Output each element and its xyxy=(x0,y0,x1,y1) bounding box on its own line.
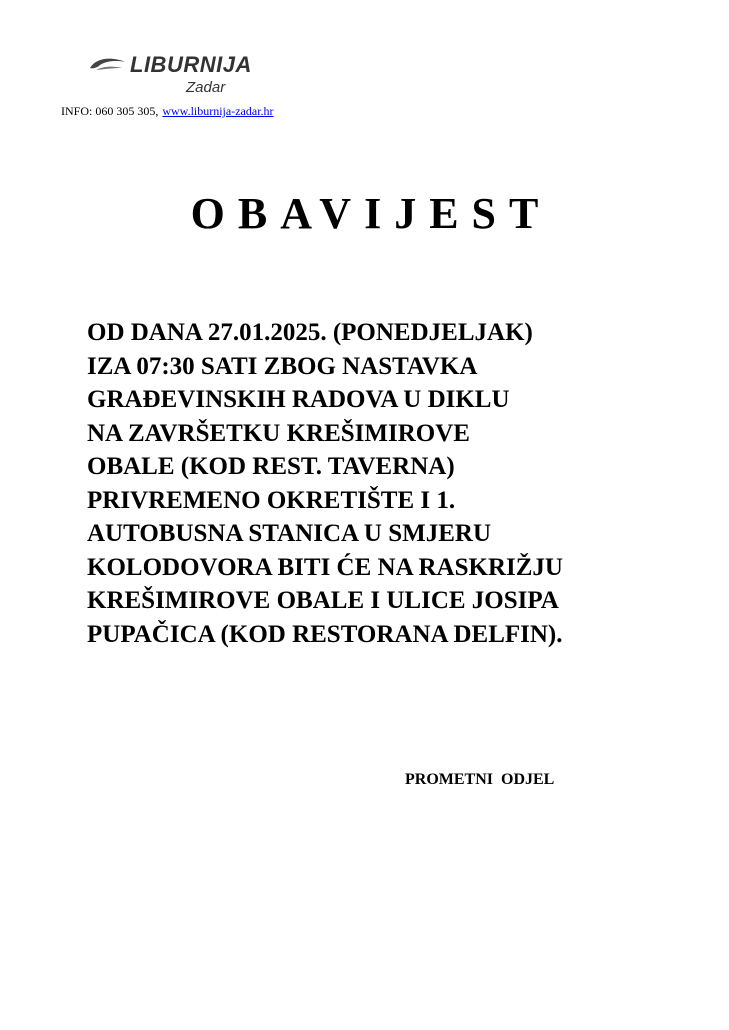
signature: PROMETNI ODJEL xyxy=(405,771,555,788)
notice-line: OD DANA 27.01.2025. (PONEDJELJAK) xyxy=(87,319,533,346)
notice-line: KOLODOVORA BITI ĆE NA RASKRIŽJU xyxy=(87,553,563,581)
info-phone: INFO: 060 305 305, xyxy=(61,104,159,118)
dolphin-icon xyxy=(88,56,128,72)
logo-name: LIBURNIJA xyxy=(130,52,252,77)
notice-line: PRIVREMENO OKRETIŠTE I 1. xyxy=(87,486,456,514)
notice-line: AUTOBUSNA STANICA U SMJERU xyxy=(87,520,492,547)
notice-line: PUPAČICA (KOD RESTORANA DELFIN). xyxy=(87,620,563,648)
notice-body xyxy=(87,316,687,651)
notice-line: IZA 07:30 SATI ZBOG NASTAVKA xyxy=(87,352,478,380)
notice-line: NA ZAVRŠETKU KREŠIMIROVE xyxy=(87,419,470,447)
notice-line: GRAĐEVINSKIH RADOVA U DIKLU xyxy=(87,386,510,413)
website-link[interactable]: www.liburnija-zadar.hr xyxy=(162,104,274,118)
notice-line: OBALE (KOD REST. TAVERNA) xyxy=(87,453,455,480)
notice-title: OBAVIJEST xyxy=(190,189,552,238)
logo-subtitle: Zadar xyxy=(186,79,226,96)
company-logo xyxy=(88,52,258,104)
notice-line: KREŠIMIROVE OBALE I ULICE JOSIPA xyxy=(87,587,559,614)
contact-info xyxy=(61,104,274,119)
